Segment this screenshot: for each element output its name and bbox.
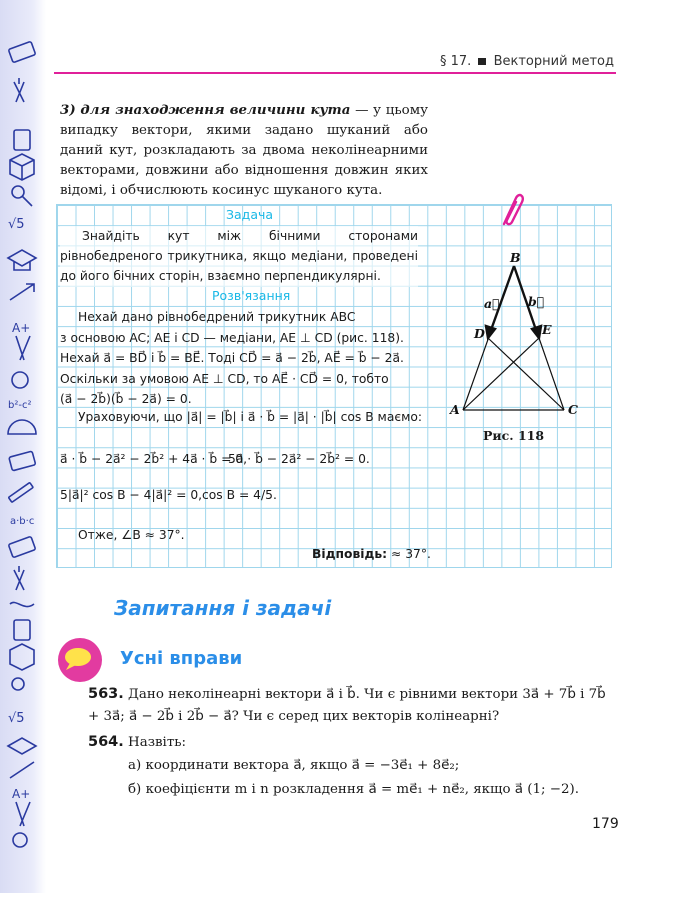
compass-icon [14, 78, 24, 102]
book-icon [8, 41, 35, 62]
book-icon-2 [9, 451, 36, 471]
equation-3: 5|a⃗|² cos B − 4|a⃗|² = 0, [60, 488, 203, 502]
median-cd [488, 338, 564, 410]
decorative-strip [0, 0, 46, 893]
globe-icon [12, 372, 28, 388]
scissors-icon [10, 602, 34, 606]
problem-number: 564. [88, 734, 124, 750]
label-vec-b: b⃗ [528, 294, 545, 309]
flag-icon [478, 58, 486, 65]
section-number: § 17. [440, 54, 472, 69]
intro-paragraph [60, 100, 428, 201]
answer-value: ≈ 37°. [391, 547, 431, 561]
protractor-icon [8, 420, 36, 434]
header-title: Векторний метод [493, 54, 614, 69]
subitem-label: а) [128, 758, 142, 773]
label-vec-a: a⃗ [484, 296, 500, 311]
label-c: C [568, 402, 578, 417]
magnifier-icon-2 [12, 678, 24, 690]
intro-text: — у цьому випадку вектори, якими задано шуканий або даний кут, розкладають за двома неколінеарними векторами, довжини або відношення довжин яких відомі, і обчислюють косинус шуканого кута. [60, 103, 428, 198]
oral-exercises-title: Усні вправи [120, 648, 243, 669]
problem-text: Дано неколінеарні вектори a⃗ і b⃗. Чи є рівними вектори 3a⃗ + 7b⃗ і 7b⃗ + 3a⃗; a⃗ − 2b⃗ і 2b⃗ − a⃗? Чи є серед цих векторів колінеарні? [88, 687, 606, 724]
subitem-b [128, 779, 608, 801]
answer-label: Відповідь: [312, 547, 388, 561]
solution-line: (a⃗ − 2b⃗)(b⃗ − 2a⃗) = 0. [60, 392, 192, 406]
given-condition: Ураховуючи, що |a⃗| = |b⃗| і a⃗ · b⃗ = |a⃗| · |b⃗| cos B маємо: [78, 410, 423, 424]
graduation-cap-icon [8, 250, 36, 270]
speech-bubble-icon [56, 636, 104, 684]
svg-text:A+: A+ [12, 321, 31, 335]
subitem-a [128, 755, 608, 777]
problem-text: Назвіть: [128, 735, 187, 750]
solution-line: Нехай a⃗ = BD⃗ і b⃗ = BE⃗. Тоді CD⃗ = a⃗ − 2b⃗, AE⃗ = b⃗ − 2a⃗. [60, 351, 404, 365]
intro-lead: 3) [60, 102, 76, 118]
solution-line: Оскільки за умовою AE ⊥ CD, то AE⃗ · CD⃗ = 0, тобто [60, 371, 389, 386]
figure-caption: Рис. 118 [483, 428, 545, 443]
paperclip-icon [494, 190, 524, 230]
equation-1: a⃗ · b⃗ − 2a⃗² − 2b⃗² + 4a⃗ · b⃗ = 0, [60, 452, 248, 466]
problem-number: 563. [88, 686, 124, 702]
graduation-cap-icon-2 [8, 738, 36, 754]
equation-2: 5a⃗ · b⃗ − 2a⃗² − 2b⃗² = 0. [228, 452, 370, 466]
svg-text:b²-c²: b²-c² [8, 400, 32, 411]
solution-text [60, 307, 418, 410]
calculator-icon-2 [14, 620, 30, 640]
solution-line: Нехай дано рівнобедрений трикутник ABC [78, 310, 356, 324]
header-divider [54, 72, 616, 74]
subitem-label: б) [128, 782, 142, 797]
divider-icon-2 [16, 802, 30, 826]
pencil-icon [8, 483, 33, 503]
answer [312, 547, 431, 561]
svg-text:A+: A+ [12, 787, 31, 801]
arrow-icon-2 [10, 762, 34, 778]
equation-4: cos B = 4/5. [202, 488, 277, 502]
subitem-text: координати вектора a⃗, якщо a⃗ = −3e⃗₁ + 8e⃗₂; [145, 758, 460, 773]
cube-icon [10, 154, 34, 180]
decorative-icons [0, 0, 46, 893]
section-heading: Запитання і задачі [114, 596, 332, 620]
compass-icon-2 [14, 566, 24, 590]
calculator-icon [14, 130, 30, 150]
conclusion: Отже, ∠B ≈ 37°. [78, 528, 185, 542]
svg-text:√5: √5 [8, 711, 25, 726]
solution-line: з основою AC; AE і CD — медіани, AE ⊥ CD (рис. 118). [60, 330, 404, 345]
label-b: B [510, 250, 521, 265]
solution-title: Розв'язання [212, 288, 291, 303]
task-text: Знайдіть кут між бічними сторонами рівнобедреного трикутника, якщо медіани, проведені до його бічних сторін, взаємно перпендикулярні. [60, 226, 418, 287]
cube-icon-2 [10, 644, 34, 670]
median-ae [463, 338, 539, 410]
label-a-vertex: A [450, 402, 460, 417]
problem-564 [88, 731, 620, 754]
running-header [440, 54, 614, 69]
label-d: D [474, 326, 485, 341]
task-title: Задача [226, 207, 274, 222]
page-number: 179 [592, 816, 619, 832]
globe-icon-2 [13, 833, 27, 847]
book-icon-3 [8, 536, 35, 557]
label-e: E [542, 322, 552, 337]
arrow-icon [10, 284, 34, 300]
svg-text:√5: √5 [8, 217, 25, 232]
triangle-figure [440, 248, 600, 428]
intro-emphasis: для знаходження величини кута [80, 102, 351, 118]
divider-icon [16, 336, 30, 360]
svg-text:a·b·c: a·b·c [10, 516, 35, 527]
problem-563 [88, 683, 620, 728]
subitem-text: коефіцієнти m і n розкладення a⃗ = me⃗₁ + ne⃗₂, якщо a⃗ (1; −2). [145, 782, 579, 797]
